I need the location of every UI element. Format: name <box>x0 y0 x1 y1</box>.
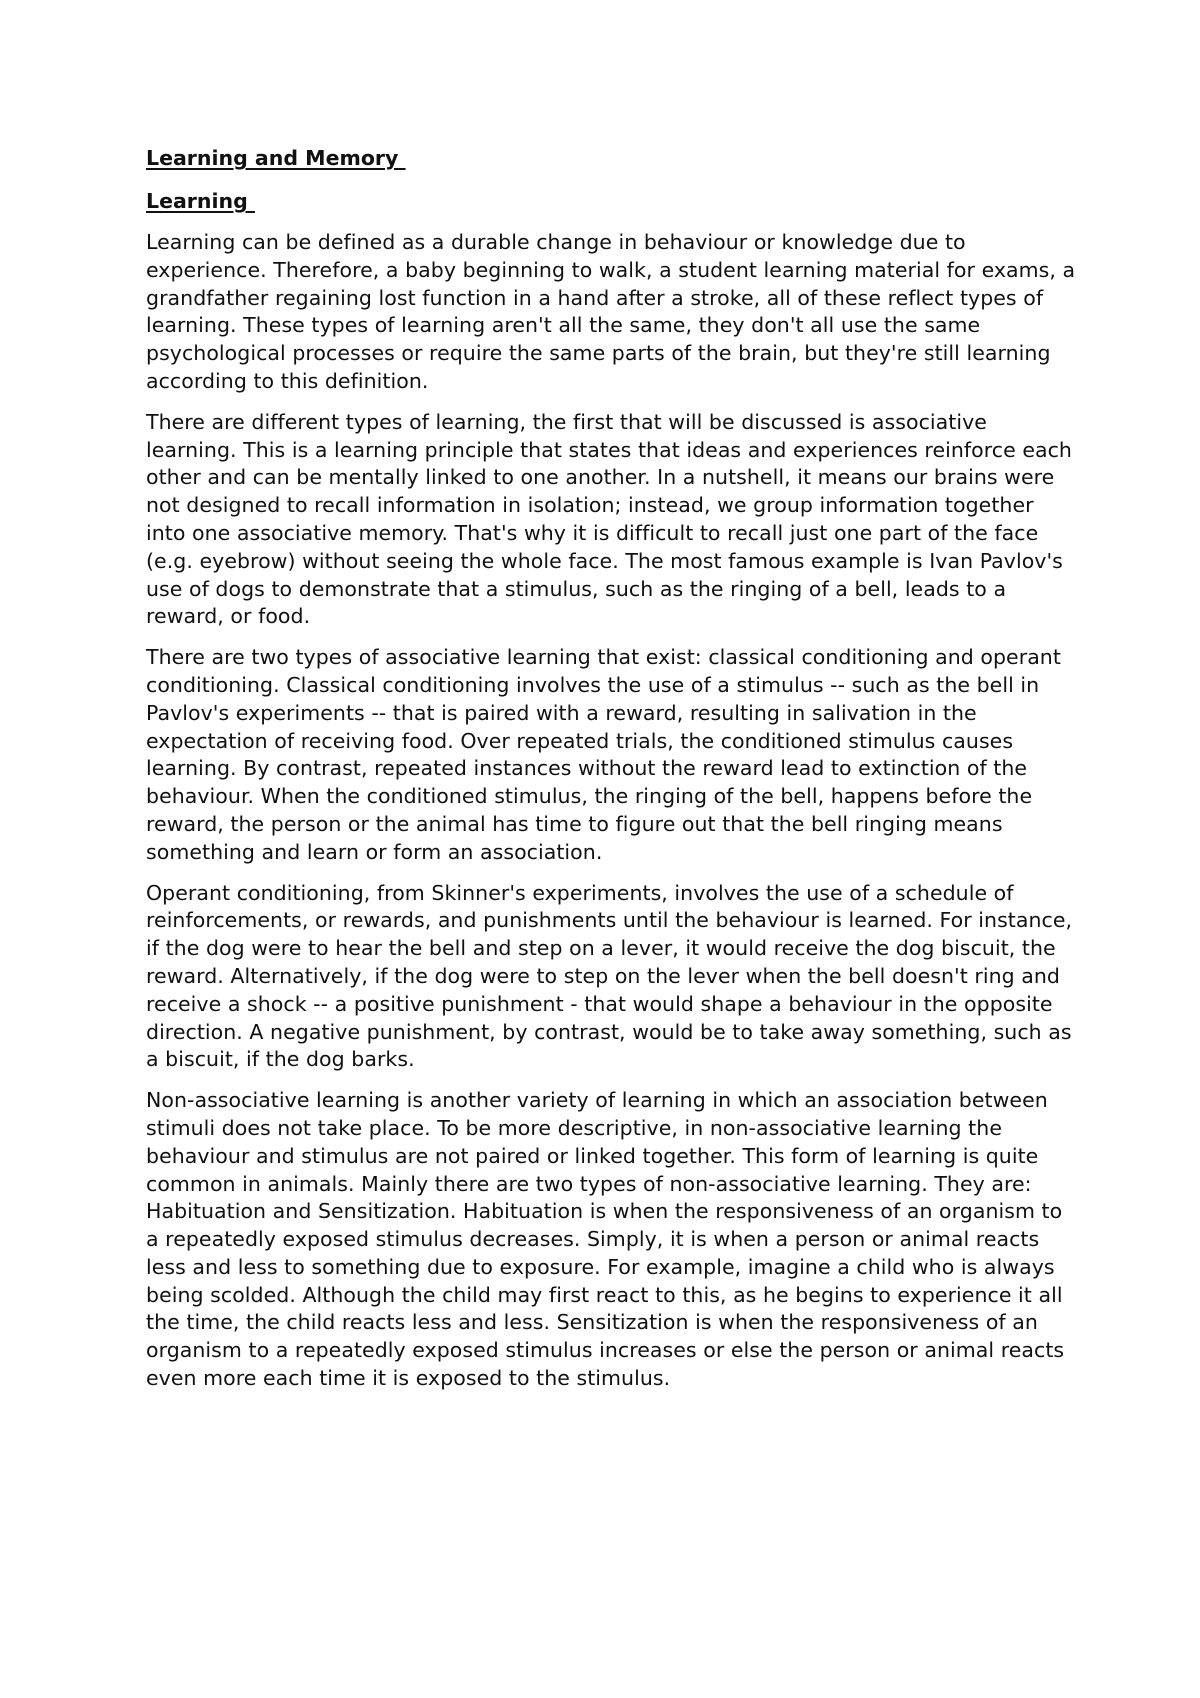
section-heading-learning: Learning <box>146 189 255 213</box>
document-title: Learning and Memory <box>146 146 406 170</box>
paragraph-definition: Learning can be defined as a durable change in behaviour or knowledge due to experience. Therefore, a baby beginning to walk, a student learning material for exams, a grandfather regaining lost function in a hand after a stroke, all of these reflect types of learning. These types of learning aren't all the same, they don't all use the same psychological processes or require the same parts of the brain, but they're still learning according to this definition. <box>146 230 1076 393</box>
document-body <box>146 143 1076 1406</box>
paragraph-classical-conditioning: There are two types of associative learning that exist: classical conditioning and operant conditioning. Classical conditioning involves the use of a stimulus -- such as the bell in Pavlov's experiments -- that is paired with a reward, resulting in salivation in the expectation of receiving food. Over repeated trials, the conditioned stimulus causes learning. By contrast, repeated instances without the reward lead to extinction of the behaviour. When the conditioned stimulus, the ringing of the bell, happens before the reward, the person or the animal has time to figure out that the bell ringing means something and learn or form an association. <box>146 645 1061 864</box>
paragraph-non-associative-learning: Non-associative learning is another variety of learning in which an association between stimuli does not take place. To be more descriptive, in non-associative learning the behaviour and stimulus are not paired or linked together. This form of learning is quite common in animals. Mainly there are two types of non-associative learning. They are: Habituation and Sensitization. Habituation is when the responsiveness of an organism to a repeatedly exposed stimulus decreases. Simply, it is when a person or animal reacts less and less to something due to exposure. For example, imagine a child who is always being scolded. Although the child may first react to this, as he begins to experience it all the time, the child reacts less and less. Sensitization is when the responsiveness of an organism to a repeatedly exposed stimulus increases or else the person or animal reacts even more each time it is exposed to the stimulus. <box>146 1088 1065 1391</box>
paragraph-operant-conditioning: Operant conditioning, from Skinner's experiments, involves the use of a schedule of reinforcements, or rewards, and punishments until the behaviour is learned. For instance, if the dog were to hear the bell and step on a lever, it would receive the dog biscuit, the reward. Alternatively, if the dog were to step on the lever when the bell doesn't ring and receive a shock -- a positive punishment - that would shape a behaviour in the opposite direction. A negative punishment, by contrast, would be to take away something, such as a biscuit, if the dog barks. <box>146 880 1073 1072</box>
paragraph-associative-learning: There are different types of learning, the first that will be discussed is associative learning. This is a learning principle that states that ideas and experiences reinforce each other and can be mentally linked to one another. In a nutshell, it means our brains were not designed to recall information in isolation; instead, we group information together into one associative memory. That's why it is difficult to recall just one part of the face (e.g. eyebrow) without seeing the whole face. The most famous example is Ivan Pavlov's use of dogs to demonstrate that a stimulus, such as the ringing of a bell, leads to a reward, or food. <box>146 409 1072 629</box>
